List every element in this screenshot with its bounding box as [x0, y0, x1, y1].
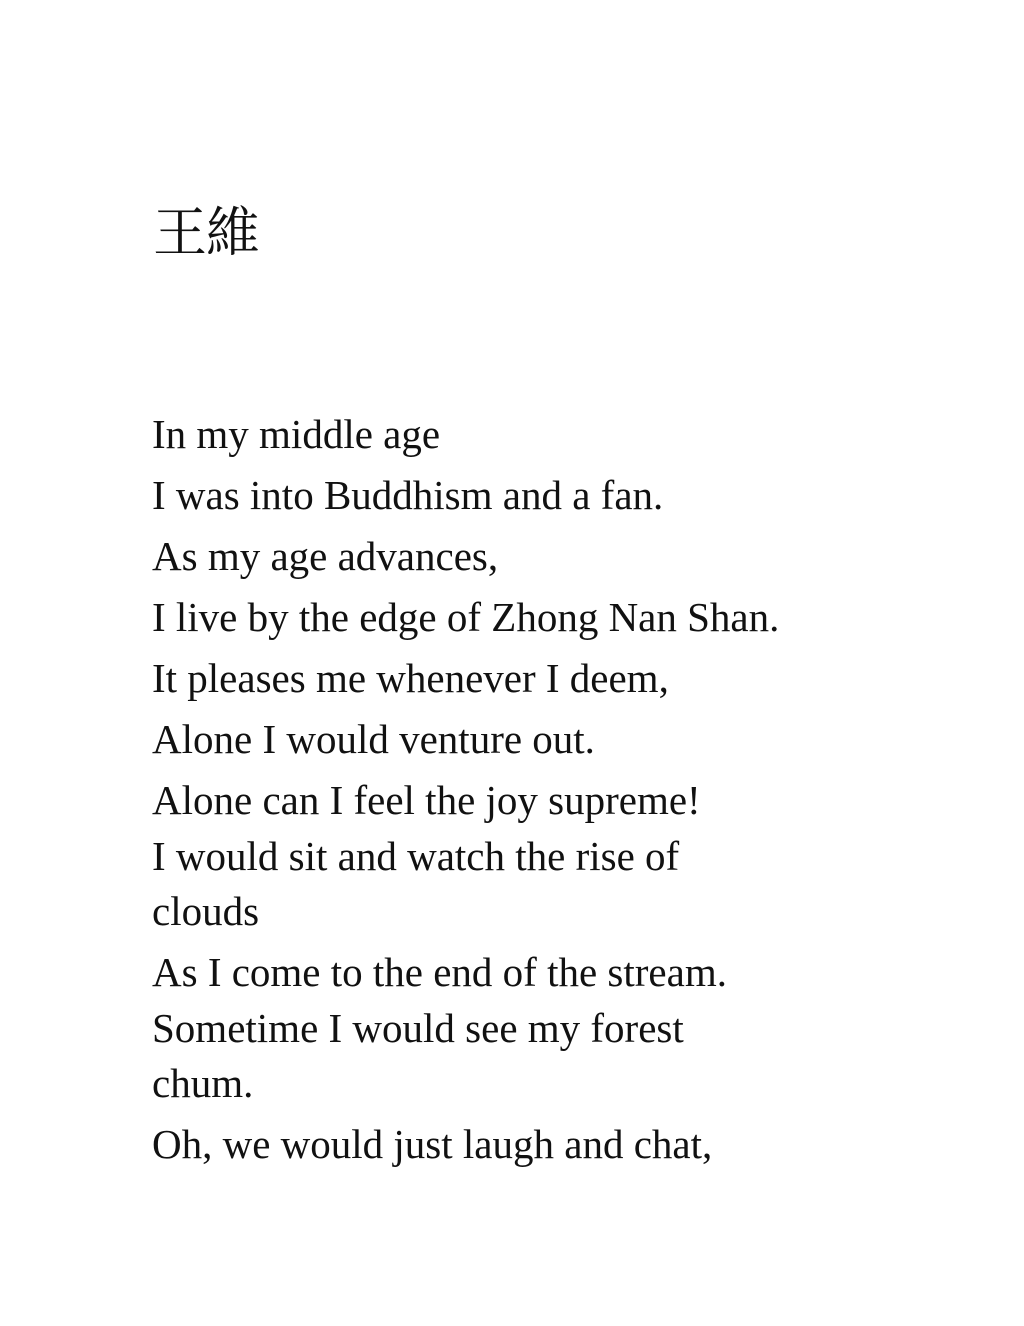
poem-line-1: In my middle age: [152, 411, 441, 457]
poem-line-11: Sometime I would see my forest: [152, 1005, 684, 1051]
poem-line-6: Alone I would venture out.: [152, 716, 595, 762]
poem-body: [152, 404, 912, 1175]
poem-line-8: I would sit and watch the rise of: [152, 833, 680, 879]
poem-line-7: Alone can I feel the joy supreme!: [152, 777, 701, 823]
page-title: 王維: [153, 201, 259, 264]
poem-line-3: As my age advances,: [152, 533, 499, 579]
poem-line-2: I was into Buddhism and a fan.: [152, 472, 664, 518]
poem-line-4: I live by the edge of Zhong Nan Shan.: [152, 594, 780, 640]
poem-line-5: It pleases me whenever I deem,: [152, 655, 669, 701]
poem-line-9: clouds: [152, 888, 260, 934]
poem-line-13: Oh, we would just laugh and chat,: [152, 1121, 713, 1167]
poem-line-10: As I come to the end of the stream.: [152, 949, 727, 995]
poem-line-12: chum.: [152, 1060, 254, 1106]
